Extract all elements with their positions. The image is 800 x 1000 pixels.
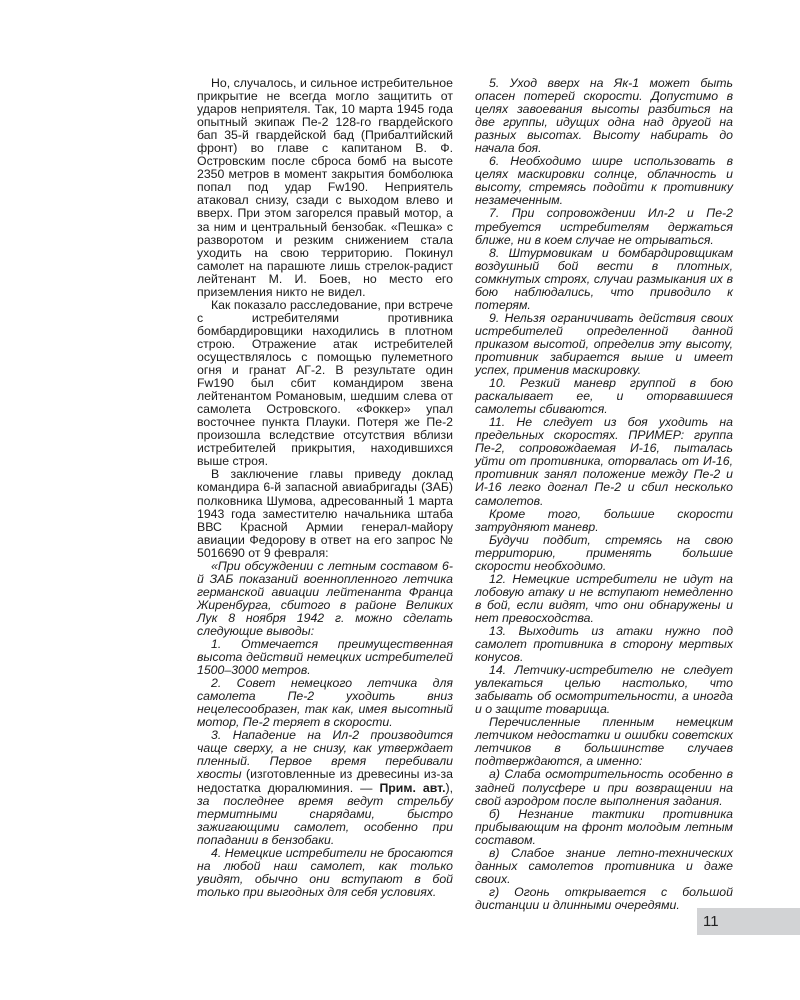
quote-paragraph: 4. Немецкие истребители не бросаются на любой наш самолет, как только увидят, обычно они вступают в бой только при выгодных для себя условиях. bbox=[197, 845, 453, 899]
quote-paragraph: а) Слаба осмотрительность особенно в задней полусфере и при возвращении на свой аэродром после выполнения задания. bbox=[475, 767, 733, 808]
paragraph: Как показало расследование, при встрече с истребителями противника бомбардировщики находились в плотном строю. Отражение атак истребителей осуществлялось с помощью пулеметного огня и гранат АГ-2. В результате один Fw190 был сбит командиром звена лейтенантом Романовым, шедшим слева от самолета Островского. «Фоккер» упал восточнее пункта Плауки. Потеря же Пе-2 произошла вследствие отсутствия вблизи истребителей прикрытия, находившихся выше строя. bbox=[197, 297, 453, 469]
quote-paragraph: 5. Уход вверх на Як-1 может быть опасен потерей скорости. Допустимо в целях завоевания высоты разбиться на две группы, идущих одна над другой на разных высотах. Высоту набирать до начала боя. bbox=[475, 76, 733, 156]
quote-paragraph: б) Незнание тактики противника прибывающим на фронт молодым летным составом. bbox=[475, 806, 733, 847]
quote-paragraph: г) Огонь открывается с большой дистанции и длинными очередями. bbox=[475, 884, 733, 912]
quote-paragraph: 2. Совет немецкого летчика для самолета Пе-2 уходить вниз нецелесообразен, так как, имея высотный мотор, Пе-2 теряет в скорости. bbox=[197, 676, 453, 730]
paragraph: В заключение главы приведу доклад командира 6-й запасной авиабригады (ЗАБ) полковника Шумова, адресованный 1 марта 1943 года заместителю начальника штаба ВВС Красной Армии генерал-майору авиации Федорову в ответ на его запрос № 5016690 от 9 февраля: bbox=[197, 467, 453, 560]
quote-paragraph: Будучи подбит, стремясь на свою территорию, применять большие скорости необходимо. bbox=[475, 532, 733, 573]
left-column bbox=[197, 77, 453, 899]
quote-text: 3. Нападение на Ил-2 производится чаще сверху, а не снизу, как утверждает пленный. Первое время перебивали хвосты bbox=[197, 728, 453, 782]
quote-paragraph: Перечисленные пленным немецким летчиком недостатки и ошибки советских летчиков в большинстве случаев подтверждаются, а именно: bbox=[475, 715, 733, 769]
quote-paragraph: 9. Нельзя ограничивать действия своих истребителей определенной данной приказом высотой, определив эту высоту, противник забирается выше и имеет успех, применив маскировку. bbox=[475, 310, 733, 378]
paragraph: Но, случалось, и сильное истребительное прикрытие не всегда могло защитить от ударов неприятеля. Так, 10 марта 1945 года опытный экипаж Пе-2 128-го гвардейского бап 35-й гвардейской бад (Прибалтийский фронт) во главе с капитаном В. Ф. Островским после сброса бомб на высоте 2350 метров в момент закрытия бомболюка попал под удар Fw190. Неприятель атаковал снизу, сзади с выходом влево и вверх. При этом загорелся правый мотор, а за ним и центральный бензобак. «Пешка» с разворотом и резким снижением стала уходить на свою территорию. Покинул самолет на парашюте лишь стрелок-радист лейтенант М. И. Боев, но место его приземления никто не видел. bbox=[197, 76, 453, 299]
quote-paragraph bbox=[197, 729, 453, 846]
author-note-close: ), bbox=[445, 780, 453, 795]
quote-paragraph: 6. Необходимо шире использовать в целях маскировки солнце, облачность и высоту, стремясь подойти к противнику незамеченным. bbox=[475, 154, 733, 208]
right-column bbox=[475, 77, 733, 912]
quote-paragraph: в) Слабое знание летно-технических данных самолетов противника и даже своих. bbox=[475, 845, 733, 886]
quote-paragraph: 8. Штурмовикам и бомбардировщикам воздушный бой вести в плотных, сомкнутых строях, случаи размыкания их в бою наблюдались, что приводило к потерям. bbox=[475, 245, 733, 312]
quote-paragraph: 10. Резкий маневр группой в бою раскалывает ее, и оторвавшиеся самолеты сбиваются. bbox=[475, 376, 733, 417]
author-note-text: (изготовленные из древесины из-за недостатка дюралюминия. — bbox=[197, 767, 453, 795]
quote-paragraph: 1. Отмечается преимущественная высота действий немецких истребителей 1500–3000 метров. bbox=[197, 637, 453, 678]
quote-paragraph: 12. Немецкие истребители не идут на лобовую атаку и не вступают немедленно в бой, если видят, что они обнаружены и нет превосходства. bbox=[475, 571, 733, 625]
author-note-label: Прим. авт. bbox=[379, 780, 446, 795]
quote-paragraph: 14. Летчику-истребителю не следует увлекаться целью настолько, что забывать об осмотрительности, а иногда и о защите товарища. bbox=[475, 663, 733, 717]
quote-paragraph: 13. Выходить из атаки нужно под самолет противника в сторону мертвых конусов. bbox=[475, 623, 733, 665]
quote-paragraph: 7. При сопровождении Ил-2 и Пе-2 требуется истребителям держаться ближе, ни в коем случае не отрываться. bbox=[475, 206, 733, 247]
quote-paragraph: 11. Не следует из боя уходить на предельных скоростях. ПРИМЕР: группа Пе-2, сопровождаемая И-16, пыталась уйти от противника, оторвалась от И-16, противник занял положение между Пе-2 и И-16 легко догнал Пе-2 и сбил несколько самолетов. bbox=[475, 415, 733, 508]
page-number: 11 bbox=[703, 913, 719, 930]
quote-paragraph: «При обсуждении с летным составом 6-й ЗАБ показаний военнопленного летчика германской авиации лейтенанта Франца Жиренбурга, сбитого в районе Великих Лук 8 ноября 1942 г. можно сделать следующие выводы: bbox=[197, 558, 453, 638]
quote-text: за последнее время ведут стрельбу термитными снарядами, быстро зажигающими самолет, особенно при попадании в бензобаки. bbox=[197, 793, 453, 847]
quote-paragraph: Кроме того, большие скорости затрудняют маневр. bbox=[475, 506, 733, 534]
